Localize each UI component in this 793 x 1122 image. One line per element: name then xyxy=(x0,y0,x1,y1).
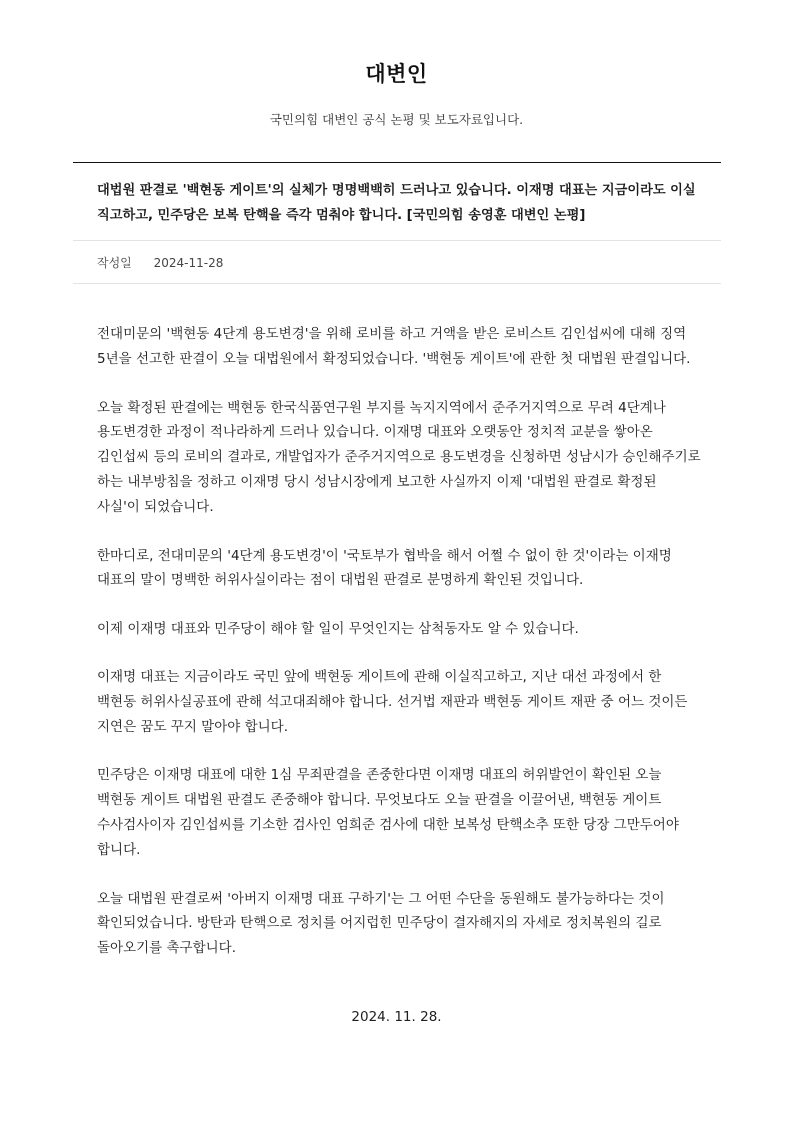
body-paragraph: 민주당은 이재명 대표에 대한 1심 무죄판결을 존중한다면 이재명 대표의 허위발언이 확인된 오늘 백현동 게이트 대법원 판결도 존중해야 합니다. 무엇보다도 오늘 판결을 이끌어낸, 백현동 게이트 수사검사이자 김인섭씨를 기소한 검사인 엄희준 검사에 대한 보복성 탄핵소추 또한 당장 그만두어야 합니다. xyxy=(97,767,679,858)
body-paragraph: 이제 이재명 대표와 민주당이 해야 할 일이 무엇인지는 삼척동자도 알 수 있습니다. xyxy=(97,621,579,638)
article-title: 대법원 판결로 '백현동 게이트'의 실체가 명명백백히 드러나고 있습니다. 이재명 대표는 지금이라도 이실직고하고, 민주당은 보복 탄핵을 즉각 멈춰야 합니다. [국민의힘 송영훈 대변인 논평] xyxy=(97,183,696,223)
body-paragraph: 전대미문의 '백현동 4단계 용도변경'을 위해 로비를 하고 거액을 받은 로비스트 김인섭씨에 대해 징역 5년을 선고한 판결이 오늘 대법원에서 확정되었습니다. '백현동 게이트'에 관한 첫 대법원 판결입니다. xyxy=(97,326,691,367)
page-title: 대변인 xyxy=(365,62,428,86)
body-paragraph: 이재명 대표는 지금이라도 국민 앞에 백현동 게이트에 관해 이실직고하고, 지난 대선 과정에서 한 백현동 허위사실공표에 관해 석고대죄해야 합니다. 선거법 재판과 백현동 게이트 재판 중 어느 것이든 지연은 꿈도 꾸지 말아야 합니다. xyxy=(97,668,688,735)
closing-date: 2024. 11. 28. xyxy=(351,1009,442,1025)
title-divider xyxy=(73,240,721,241)
page-subtitle: 국민의힘 대변인 공식 논평 및 보도자료입니다. xyxy=(269,112,524,127)
page-header xyxy=(0,58,793,128)
date-value: 2024-11-28 xyxy=(153,256,224,270)
body-paragraph: 오늘 확정된 판결에는 백현동 한국식품연구원 부지를 녹지지역에서 준주거지역으로 무려 4단계나 용도변경한 과정이 적나라하게 드러나 있습니다. 이재명 대표와 오랫동안 정치적 교분을 쌓아온 김인섭씨 등의 로비의 결과로, 개발업자가 준주거지역으로 용도변경을 신청하면 성남시가 승인해주기로 하는 내부방침을 정하고 이재명 당시 성남시장에게 보고한 사실까지 이제 '대법원 판결로 확정된 사실'이 되었습니다. xyxy=(97,399,701,515)
header-divider xyxy=(73,162,721,163)
date-label: 작성일 xyxy=(97,256,132,270)
meta-divider xyxy=(73,283,721,284)
article-body xyxy=(97,322,702,985)
body-paragraph: 오늘 대법원 판결로써 '아버지 이재명 대표 구하기'는 그 어떤 수단을 동원해도 불가능하다는 것이 확인되었습니다. 방탄과 탄핵으로 정치를 어지럽힌 민주당이 결자해지의 자세로 정치복원의 길로 돌아오기를 촉구합니다. xyxy=(97,890,665,957)
article-meta xyxy=(97,254,223,271)
body-paragraph: 한마디로, 전대미문의 '4단계 용도변경'이 '국토부가 협박을 해서 어쩔 수 없이 한 것'이라는 이재명 대표의 말이 명백한 허위사실이라는 점이 대법원 판결로 분명하게 확인된 것입니다. xyxy=(97,547,672,589)
